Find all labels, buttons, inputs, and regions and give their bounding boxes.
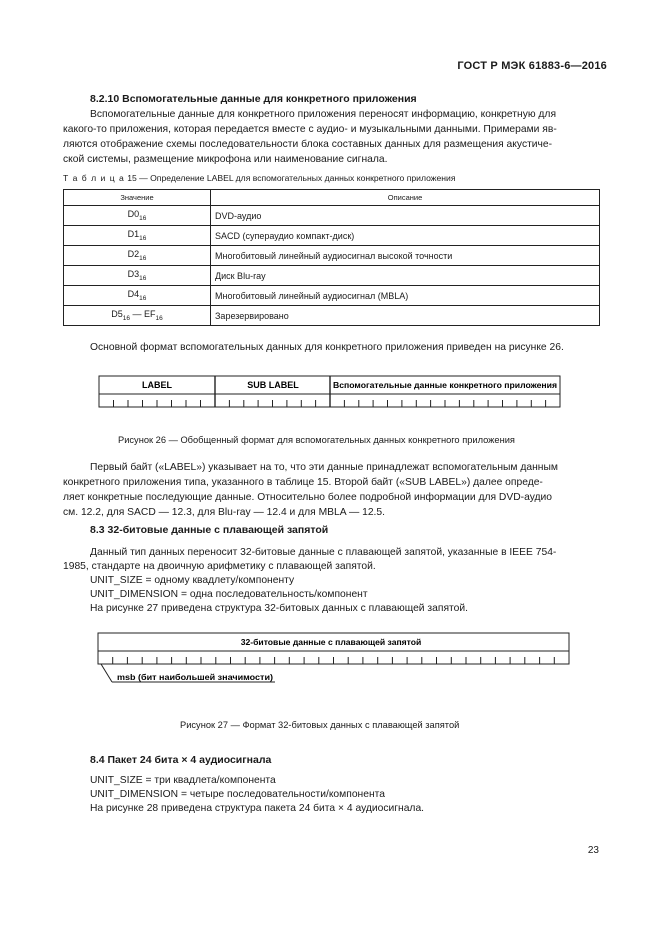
paragraph-line: конкретного приложения типа, указанного в таблице 15. Второй байт («SUB LABEL») далее опреде- (63, 477, 543, 488)
section-8-2-10-title: 8.2.10 Вспомогательные данные для конкретного приложения (90, 93, 417, 105)
table-row (64, 286, 600, 306)
value-base: 16 (139, 295, 147, 302)
figure-26-sublabel-field: SUB LABEL (247, 380, 299, 390)
label-value (64, 286, 211, 306)
column-header-value: Значение (64, 190, 211, 206)
table-row (64, 266, 600, 286)
label-description: Зарезервировано (211, 306, 600, 326)
figure-27-diagram (95, 632, 571, 692)
value-base: 16 (139, 275, 147, 282)
paragraph-line: ской системы, размещение микрофона или наименование сигнала. (63, 154, 388, 165)
paragraph-line: Данный тип данных переносит 32-битовые данные с плавающей запятой, указанные в IEEE 754- (90, 547, 557, 558)
value-hex-end: — EF (130, 309, 156, 319)
unit-size-line: UNIT_SIZE = одному квадлету/компоненту (90, 575, 295, 586)
paragraph-line: ляются отображение схемы последовательности блока составных данных для размещения акустиче- (63, 139, 553, 150)
figure-28-intro: На рисунке 28 приведена структура пакета 24 бита × 4 аудиосигнала. (90, 803, 425, 814)
table-caption-prefix: Т а б л и ц а (63, 173, 125, 183)
label-description: Диск Blu-ray (211, 266, 600, 286)
figure-27-msb-note: msb (бит наибольшей значимости) (117, 673, 259, 682)
table-row (64, 306, 600, 326)
label-value (64, 266, 211, 286)
label-description: SACD (супераудио компакт-диск) (211, 226, 600, 246)
value-base: 16 (122, 315, 130, 322)
table-row (64, 226, 600, 246)
column-header-description: Описание (211, 190, 600, 206)
label-value (64, 246, 211, 266)
figure-26-data-field: Вспомогательные данные конкретного приложения (333, 381, 558, 390)
paragraph-line: ляет конкретные последующие данные. Относительно более подробной информации для DVD-аудио (63, 492, 553, 503)
label-description: DVD-аудио (211, 206, 600, 226)
value-base: 16 (139, 235, 147, 242)
value-hex: D1 (127, 229, 140, 239)
section-8-4-title: 8.4 Пакет 24 бита × 4 аудиосигнала (90, 754, 272, 766)
figure-26-intro: Основной формат вспомогательных данных для конкретного приложения приведен на рисунке 26. (90, 342, 564, 353)
figure-26-caption: Рисунок 26 — Обобщенный формат для вспомогательных данных конкретного приложения (118, 435, 515, 445)
unit-size-line: UNIT_SIZE = три квадлета/компонента (90, 775, 276, 786)
page-number: 23 (587, 845, 599, 856)
value-base: 16 (139, 215, 147, 222)
value-base: 16 (155, 315, 163, 322)
paragraph-line: Первый байт («LABEL») указывает на то, что эти данные принадлежат вспомогательным данным (90, 462, 558, 473)
paragraph-line: какого-то приложения, которая передается вместе с аудио- и музыкальными данными. Примерами яв- (63, 124, 557, 135)
figure-27-intro: На рисунке 27 приведена структура 32-битовых данных с плавающей запятой. (90, 603, 468, 614)
paragraph-line: 1985, стандарте на двоичную арифметику с плавающей запятой. (63, 561, 376, 572)
label-description: Многобитовый линейный аудиосигнал высокой точности (211, 246, 600, 266)
figure-26-label-field: LABEL (142, 380, 172, 390)
msb-pointer (101, 664, 112, 682)
unit-dimension-line: UNIT_DIMENSION = одна последовательность/компонент (90, 589, 368, 600)
unit-dimension-line: UNIT_DIMENSION = четыре последовательности/компонента (90, 789, 385, 800)
table-caption (63, 173, 455, 183)
paragraph-line: Вспомогательные данные для конкретного приложения переносят информацию, конкретную для (90, 109, 557, 120)
label-value (64, 226, 211, 246)
standard-header: ГОСТ Р МЭК 61883-6—2016 (457, 60, 607, 72)
value-hex: D5 (111, 309, 123, 319)
value-hex: D2 (127, 249, 140, 259)
figure-27-field: 32-битовые данные с плавающей запятой (240, 637, 422, 647)
label-value (64, 206, 211, 226)
value-hex: D3 (127, 269, 140, 279)
value-hex: D0 (127, 209, 140, 219)
value-base: 16 (139, 255, 147, 262)
value-hex: D4 (127, 289, 140, 299)
label-definition-table (63, 189, 600, 326)
table-row (64, 246, 600, 266)
figure-27-caption: Рисунок 27 — Формат 32-битовых данных с плавающей запятой (180, 720, 460, 730)
table-header-row (64, 190, 600, 206)
table-row (64, 206, 600, 226)
paragraph-line: см. 12.2, для SACD — 12.3, для Blu-ray — 12.4 и для MBLA — 12.5. (63, 507, 385, 518)
label-value (64, 306, 211, 326)
section-8-3-title: 8.3 32-битовые данные с плавающей запятой (90, 524, 329, 536)
label-description: Многобитовый линейный аудиосигнал (MBLA) (211, 286, 600, 306)
table-caption-text: 15 — Определение LABEL для вспомогательных данных конкретного приложения (127, 173, 456, 183)
figure-26-diagram (98, 375, 562, 409)
